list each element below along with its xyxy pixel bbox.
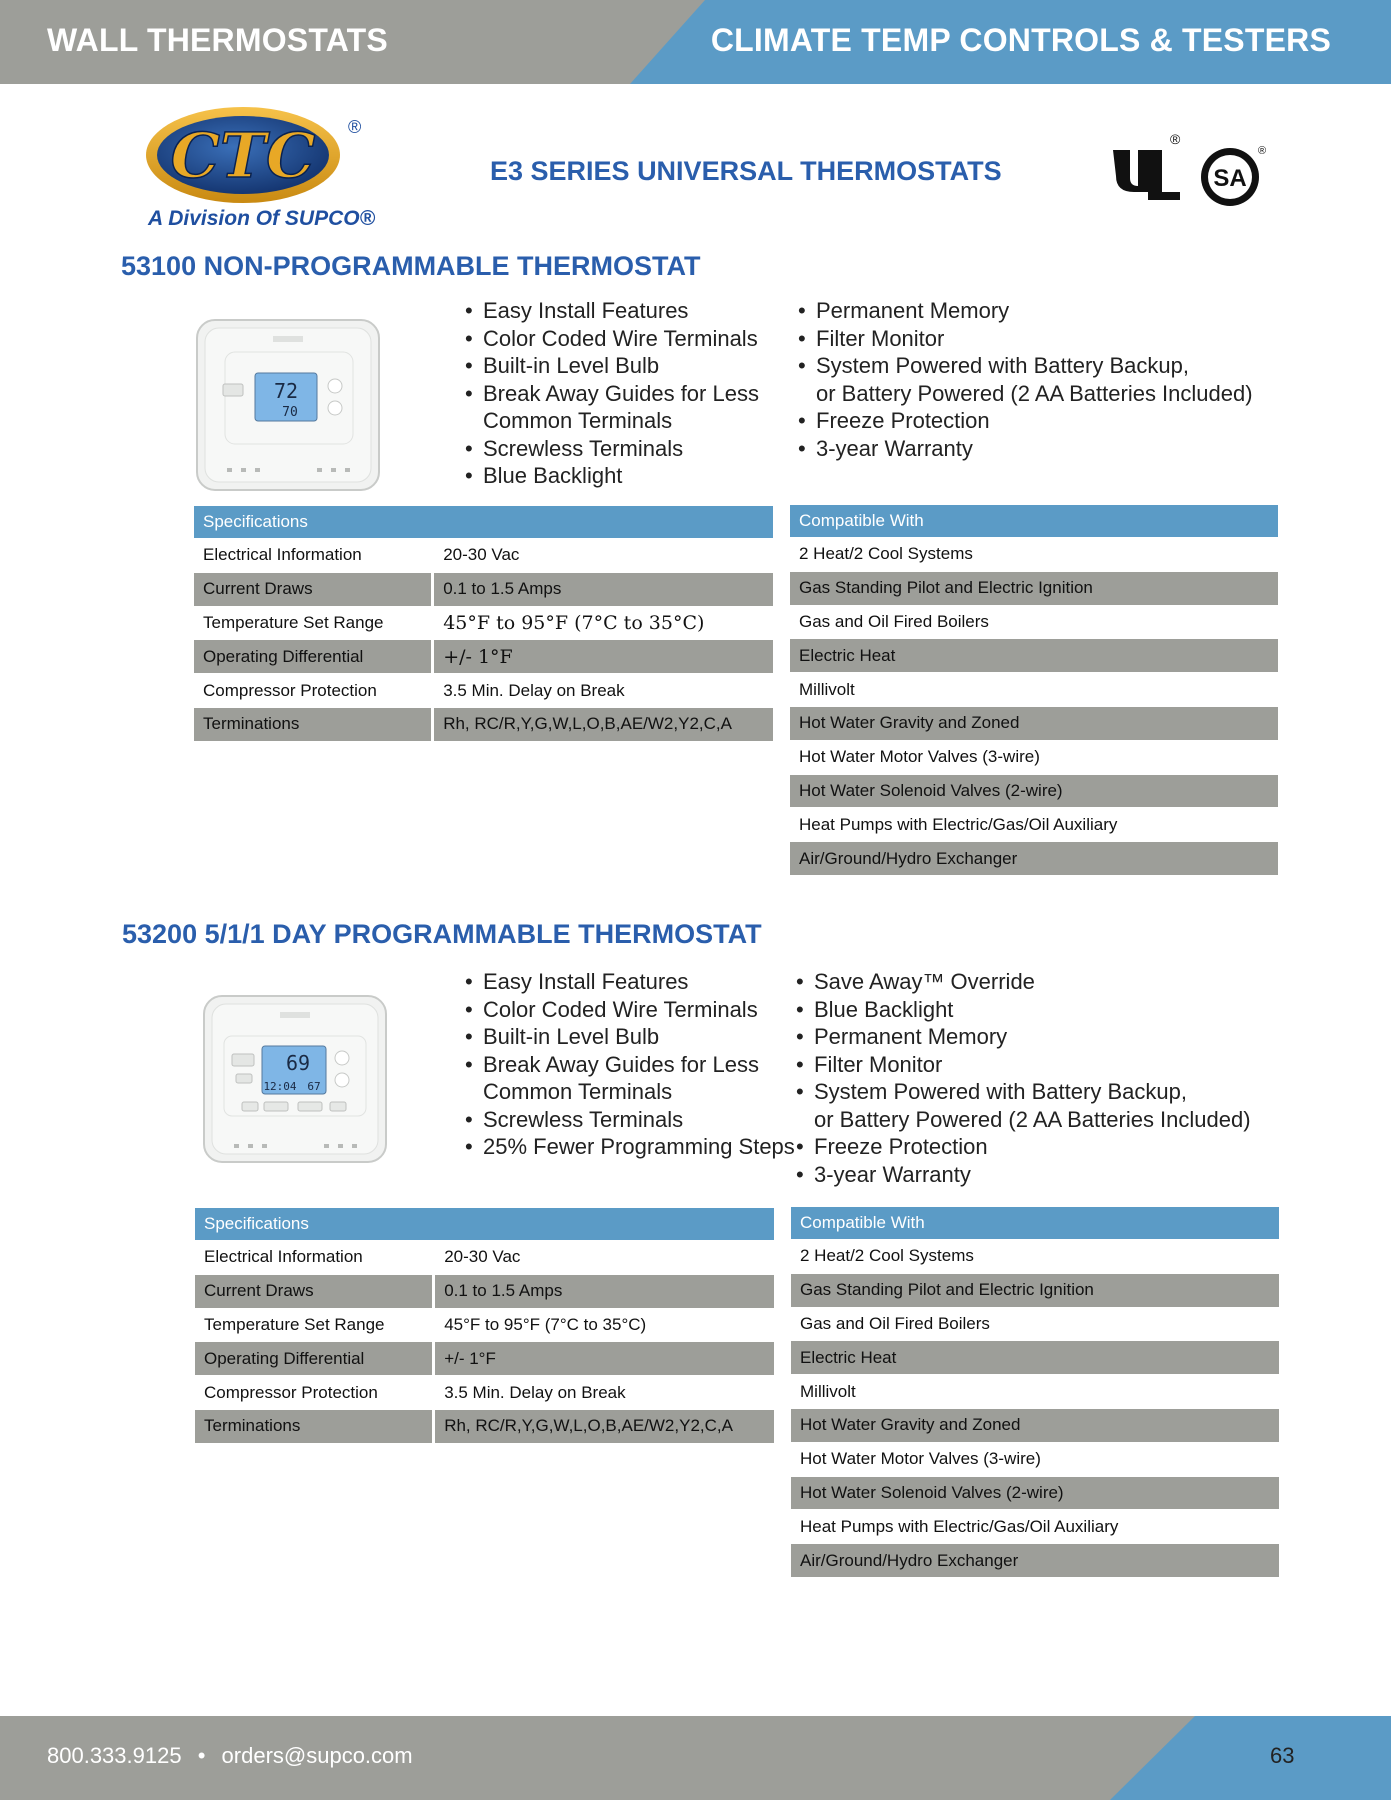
table-row	[195, 1342, 774, 1375]
page-footer	[0, 1716, 1391, 1800]
spec-value: Rh, RC/R,Y,G,W,L,O,B,AE/W2,Y2,C,A	[434, 708, 773, 741]
table-row	[790, 606, 1278, 639]
spec-value: 0.1 to 1.5 Amps	[434, 573, 773, 606]
spec-value: +/- 1°F	[435, 1342, 774, 1375]
spec-value: +/- 1°F	[434, 640, 773, 673]
spec-label: Compressor Protection	[195, 1376, 432, 1409]
spec-label: Terminations	[195, 1410, 432, 1443]
compat-table-header: Compatible With	[791, 1207, 1279, 1239]
table-row	[791, 1443, 1279, 1476]
spec-label: Temperature Set Range	[195, 1309, 432, 1342]
compat-item: Electric Heat	[791, 1341, 1279, 1374]
spec-value: 3.5 Min. Delay on Break	[434, 674, 773, 707]
feature-item: • Permanent Memory	[796, 1023, 1251, 1051]
compat-table-header: Compatible With	[790, 505, 1278, 537]
display-temp-sub: 67	[307, 1080, 321, 1093]
feature-item: • Color Coded Wire Terminals	[465, 996, 795, 1024]
spec-label: Temperature Set Range	[194, 607, 431, 640]
product-1-features-left	[465, 297, 759, 490]
feature-item: • Break Away Guides for Less	[465, 380, 759, 408]
svg-text:®: ®	[1170, 132, 1181, 147]
table-row	[194, 640, 773, 673]
compat-item: 2 Heat/2 Cool Systems	[791, 1240, 1279, 1273]
table-row	[791, 1240, 1279, 1273]
display-temp-main: 69	[285, 1051, 311, 1075]
compat-item: Air/Ground/Hydro Exchanger	[791, 1544, 1279, 1577]
product-1-title: 53100 NON-PROGRAMMABLE THERMOSTAT	[121, 251, 701, 281]
compat-item: Heat Pumps with Electric/Gas/Oil Auxiliary	[790, 808, 1278, 841]
table-row	[194, 607, 773, 640]
thermostat-53100-image	[195, 318, 381, 492]
feature-item: • Permanent Memory	[798, 297, 1253, 325]
spec-value: 20-30 Vac	[434, 539, 773, 572]
table-row	[791, 1409, 1279, 1442]
table-row	[790, 673, 1278, 706]
feature-continuation: or Battery Powered (2 AA Batteries Included)	[816, 380, 1253, 406]
svg-text:®: ®	[348, 117, 362, 137]
table-row	[195, 1376, 774, 1409]
page-header	[0, 0, 1391, 84]
spec-label: Electrical Information	[195, 1241, 432, 1274]
feature-continuation: Common Terminals	[483, 1079, 673, 1104]
compat-item: Gas Standing Pilot and Electric Ignition	[790, 572, 1278, 605]
spec-value: 45°F to 95°F (7°C to 35°C)	[434, 607, 773, 640]
table-row	[790, 808, 1278, 841]
display-temp-sub: 70	[282, 405, 298, 420]
feature-item: • Built-in Level Bulb	[465, 352, 759, 380]
spec-label: Operating Differential	[195, 1342, 432, 1375]
spec-value: 0.1 to 1.5 Amps	[435, 1275, 774, 1308]
feature-item: • Filter Monitor	[798, 325, 1253, 353]
csa-mark-icon	[1201, 145, 1266, 206]
compat-item: Gas Standing Pilot and Electric Ignition	[791, 1274, 1279, 1307]
table-row	[790, 775, 1278, 808]
ul-mark-icon	[1113, 132, 1181, 200]
table-row	[195, 1309, 774, 1342]
spec-table-header: Specifications	[194, 506, 773, 538]
feature-item: • System Powered with Battery Backup,	[798, 352, 1253, 380]
table-row	[791, 1274, 1279, 1307]
feature-item: • Screwless Terminals	[465, 435, 759, 463]
compat-item: Millivolt	[790, 673, 1278, 706]
feature-item: • Freeze Protection	[798, 407, 1253, 435]
table-row	[791, 1510, 1279, 1543]
table-row	[790, 842, 1278, 875]
product-2-features-left	[465, 968, 795, 1161]
table-row	[195, 1410, 774, 1443]
compat-item: Hot Water Solenoid Valves (2-wire)	[790, 775, 1278, 808]
table-row	[790, 707, 1278, 740]
compat-item: Air/Ground/Hydro Exchanger	[790, 842, 1278, 875]
spec-label: Terminations	[194, 708, 431, 741]
table-row	[791, 1544, 1279, 1577]
product-1-spec-table	[194, 506, 773, 741]
compat-item: Gas and Oil Fired Boilers	[791, 1308, 1279, 1341]
product-1-compat-table	[790, 505, 1278, 875]
footer-email[interactable]: orders@supco.com	[221, 1743, 413, 1768]
spec-value: Rh, RC/R,Y,G,W,L,O,B,AE/W2,Y2,C,A	[435, 1410, 774, 1443]
compat-item: Hot Water Gravity and Zoned	[791, 1409, 1279, 1442]
table-row	[195, 1241, 774, 1274]
table-row	[790, 572, 1278, 605]
table-row	[194, 674, 773, 707]
table-row	[791, 1375, 1279, 1408]
compat-item: Electric Heat	[790, 639, 1278, 672]
compat-item: 2 Heat/2 Cool Systems	[790, 538, 1278, 571]
logo-tagline: A Division Of SUPCO®	[148, 207, 376, 230]
table-row	[194, 573, 773, 606]
feature-item: • Blue Backlight	[465, 462, 759, 490]
header-category-title: WALL THERMOSTATS	[47, 22, 388, 58]
table-row	[195, 1275, 774, 1308]
product-1-features-right	[798, 297, 1253, 462]
compat-item: Heat Pumps with Electric/Gas/Oil Auxiliary	[791, 1510, 1279, 1543]
product-2-spec-table	[195, 1208, 774, 1443]
feature-item: • Save Away™ Override	[796, 968, 1251, 996]
table-row	[790, 639, 1278, 672]
spec-value: 20-30 Vac	[435, 1241, 774, 1274]
feature-item: • Easy Install Features	[465, 297, 759, 325]
page-number: 63	[1270, 1743, 1295, 1768]
footer-contact	[47, 1743, 413, 1769]
product-2-title: 53200 5/1/1 DAY PROGRAMMABLE THERMOSTAT	[122, 919, 762, 949]
feature-continuation: Common Terminals	[483, 408, 673, 433]
feature-item: • Blue Backlight	[796, 996, 1251, 1024]
certification-logos	[1108, 132, 1273, 212]
feature-item: • Easy Install Features	[465, 968, 795, 996]
feature-item: • Built-in Level Bulb	[465, 1023, 795, 1051]
feature-item: • Break Away Guides for Less	[465, 1051, 795, 1079]
display-temp-main: 72	[273, 379, 299, 403]
compat-item: Gas and Oil Fired Boilers	[790, 606, 1278, 639]
feature-item: • System Powered with Battery Backup,	[796, 1078, 1251, 1106]
spec-label: Operating Differential	[194, 640, 431, 673]
compat-item: Hot Water Motor Valves (3-wire)	[790, 741, 1278, 774]
feature-item: • Color Coded Wire Terminals	[465, 325, 759, 353]
table-row	[791, 1477, 1279, 1510]
table-row	[194, 708, 773, 741]
thermostat-53200-image	[202, 994, 388, 1164]
table-row	[790, 538, 1278, 571]
header-section-title: CLIMATE TEMP CONTROLS & TESTERS	[710, 22, 1331, 58]
table-row	[791, 1341, 1279, 1374]
feature-item: • Freeze Protection	[796, 1133, 1251, 1161]
spec-value: 3.5 Min. Delay on Break	[435, 1376, 774, 1409]
svg-text:SA: SA	[1213, 165, 1247, 192]
feature-item: • Filter Monitor	[796, 1051, 1251, 1079]
spec-label: Current Draws	[195, 1275, 432, 1308]
svg-text:®: ®	[1258, 145, 1267, 157]
feature-item: • 3-year Warranty	[798, 435, 1253, 463]
feature-item: • Screwless Terminals	[465, 1106, 795, 1134]
footer-separator: •	[197, 1743, 206, 1768]
spec-label: Electrical Information	[194, 539, 431, 572]
feature-item: • 3-year Warranty	[796, 1161, 1251, 1189]
spec-label: Compressor Protection	[194, 674, 431, 707]
feature-item: • 25% Fewer Programming Steps	[465, 1133, 795, 1161]
spec-label: Current Draws	[194, 573, 431, 606]
compat-item: Hot Water Motor Valves (3-wire)	[791, 1443, 1279, 1476]
product-2-compat-table	[791, 1207, 1279, 1577]
spec-value: 45°F to 95°F (7°C to 35°C)	[435, 1309, 774, 1342]
compat-item: Hot Water Solenoid Valves (2-wire)	[791, 1477, 1279, 1510]
series-title: E3 SERIES UNIVERSAL THERMOSTATS	[490, 156, 1002, 186]
product-2-features-right	[796, 968, 1251, 1188]
table-row	[194, 539, 773, 572]
footer-phone[interactable]: 800.333.9125	[47, 1743, 182, 1768]
table-row	[791, 1308, 1279, 1341]
compat-item: Hot Water Gravity and Zoned	[790, 707, 1278, 740]
display-clock: 12:04	[263, 1080, 297, 1093]
table-row	[790, 741, 1278, 774]
compat-item: Millivolt	[791, 1375, 1279, 1408]
spec-table-header: Specifications	[195, 1208, 774, 1240]
feature-continuation: or Battery Powered (2 AA Batteries Included)	[814, 1106, 1251, 1132]
logo-brand-text: CTC	[170, 119, 316, 192]
